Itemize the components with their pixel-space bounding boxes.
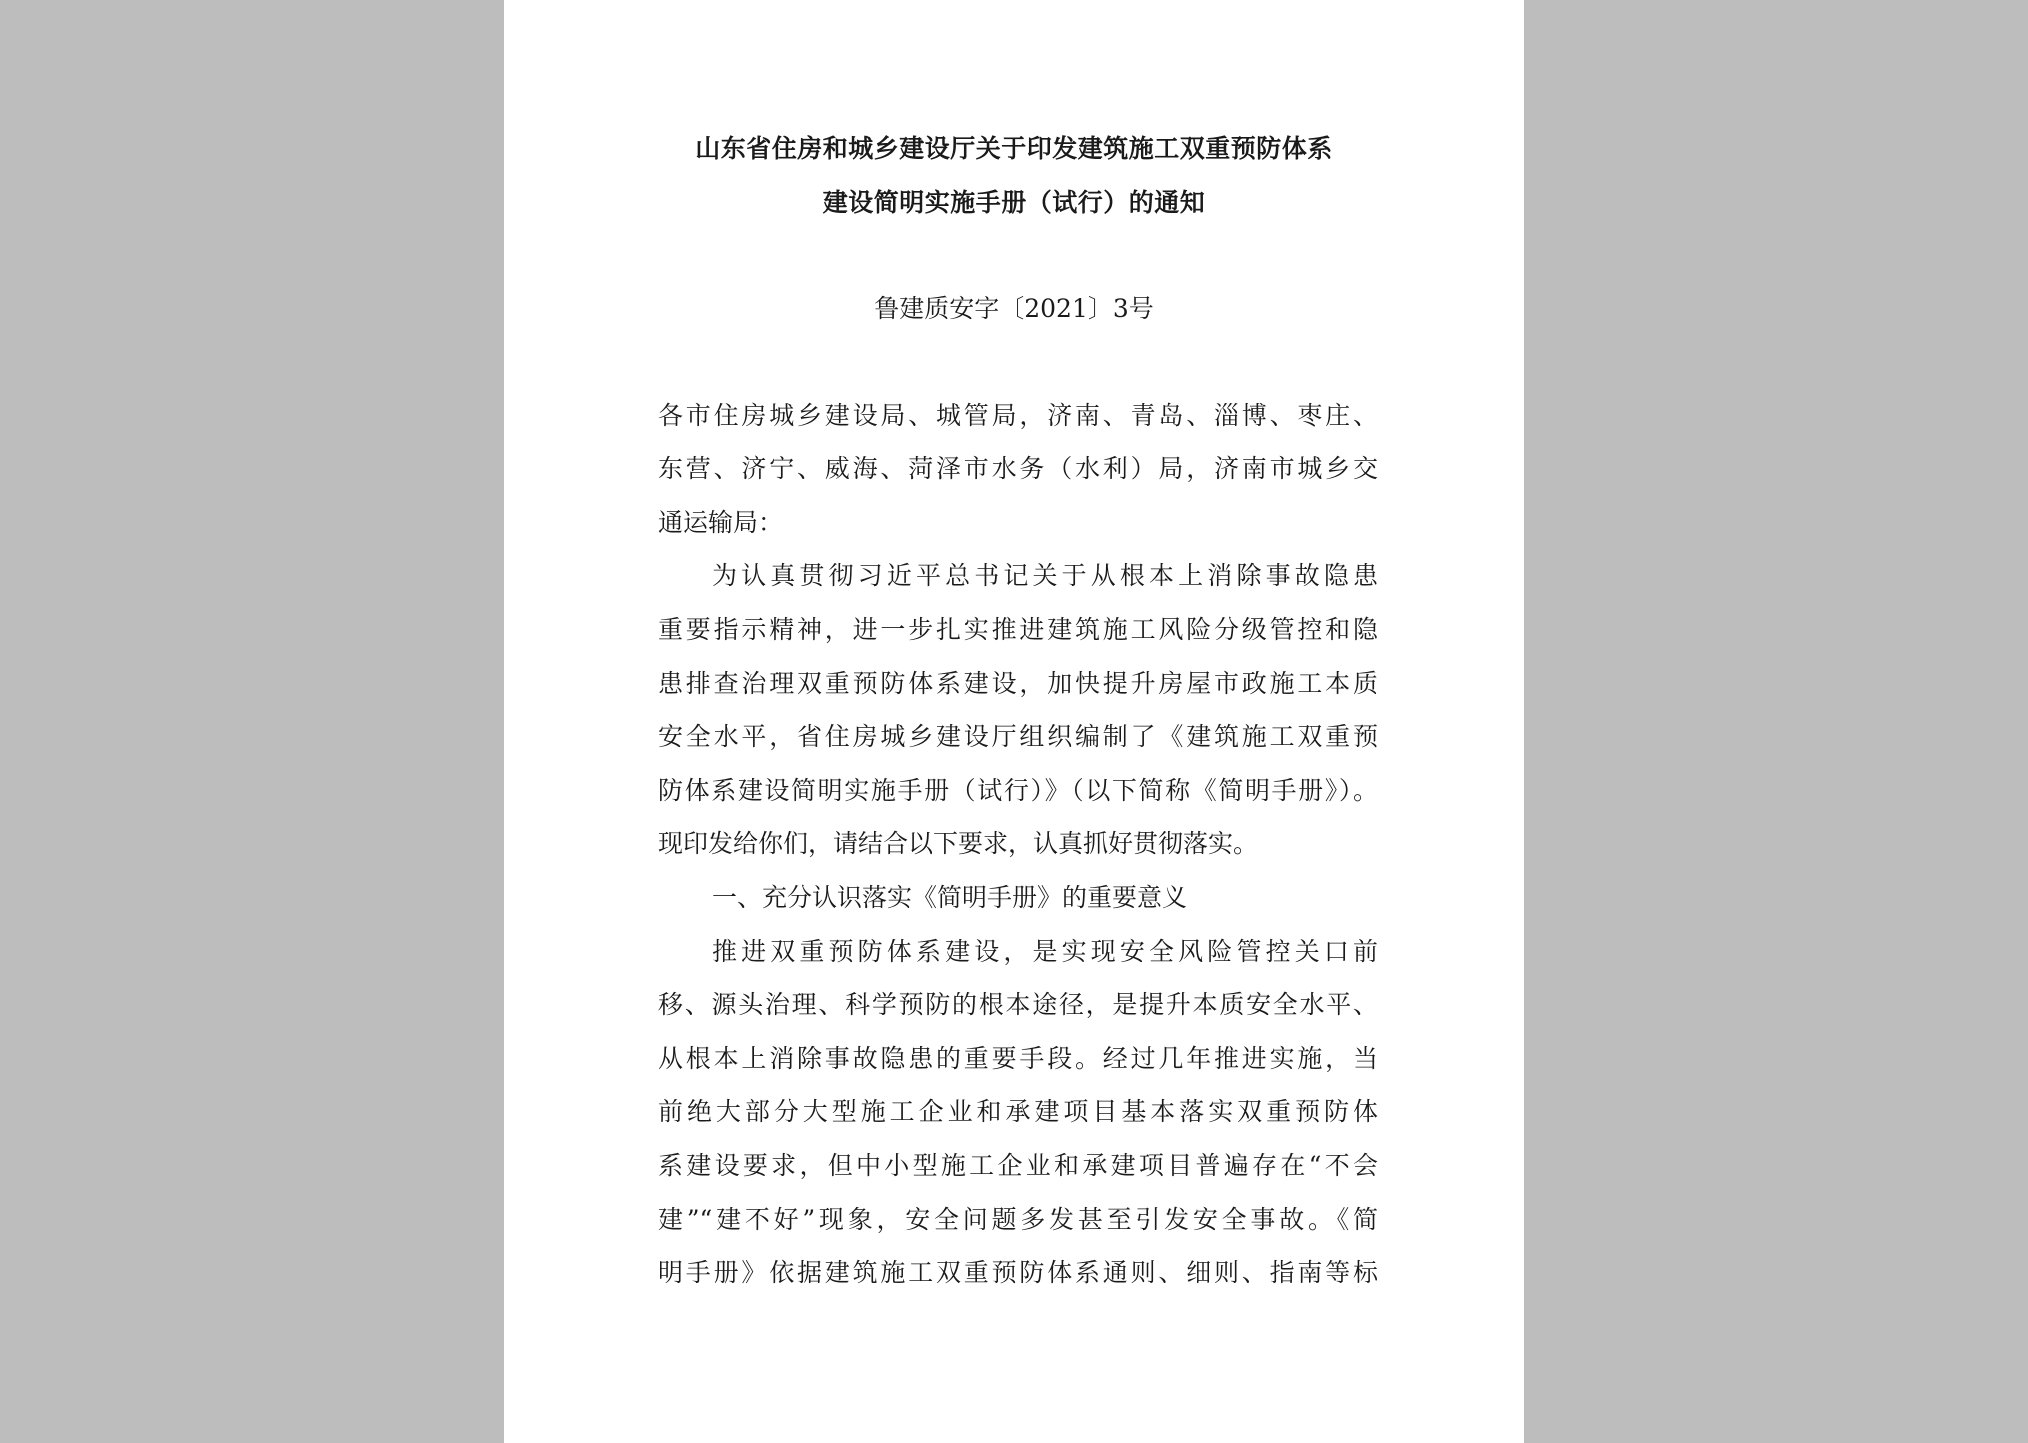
paragraph-line: 安全水平，省住房城乡建设厅组织编制了《建筑施工双重预 [658, 722, 1378, 751]
addressee-line-2: 东营、济宁、威海、菏泽市水务（水利）局，济南市城乡交 [658, 454, 1378, 483]
document-title-line-1: 山东省住房和城乡建设厅关于印发建筑施工双重预防体系 [695, 134, 1333, 163]
paragraph-line: 明手册》依据建筑施工双重预防体系通则、细则、指南等标 [658, 1258, 1378, 1287]
paragraph-line: 推进双重预防体系建设，是实现安全风险管控关口前 [712, 937, 1378, 966]
paragraph-line: 系建设要求，但中小型施工企业和承建项目普遍存在“不会 [658, 1151, 1378, 1180]
paragraph-line: 防体系建设简明实施手册（试行）》（以下简称《简明手册》）。 [658, 776, 1378, 805]
paragraph-line: 现印发给你们，请结合以下要求，认真抓好贯彻落实。 [658, 829, 1259, 858]
paragraph-line: 为认真贯彻习近平总书记关于从根本上消除事故隐患 [712, 561, 1378, 590]
document-title-line-2: 建设简明实施手册（试行）的通知 [822, 188, 1206, 217]
addressee-line-3: 通运输局： [658, 508, 784, 537]
paragraph-line: 患排查治理双重预防体系建设，加快提升房屋市政施工本质 [658, 669, 1378, 698]
section-heading: 一、充分认识落实《简明手册》的重要意义 [712, 883, 1188, 912]
paragraph-line: 从根本上消除事故隐患的重要手段。经过几年推进实施，当 [658, 1044, 1378, 1073]
paragraph-line: 前绝大部分大型施工企业和承建项目基本落实双重预防体 [658, 1097, 1378, 1126]
document-page [504, 0, 1524, 1443]
addressee-line-1: 各市住房城乡建设局、城管局，济南、青岛、淄博、枣庄、 [658, 401, 1378, 430]
paragraph-line: 建”“建不好”现象，安全问题多发甚至引发安全事故。《简 [658, 1205, 1378, 1234]
paragraph-line: 移、源头治理、科学预防的根本途径，是提升本质安全水平、 [658, 990, 1378, 1019]
document-number: 鲁建质安字〔2021〕3号 [874, 294, 1154, 323]
paragraph-line: 重要指示精神，进一步扎实推进建筑施工风险分级管控和隐 [658, 615, 1378, 644]
